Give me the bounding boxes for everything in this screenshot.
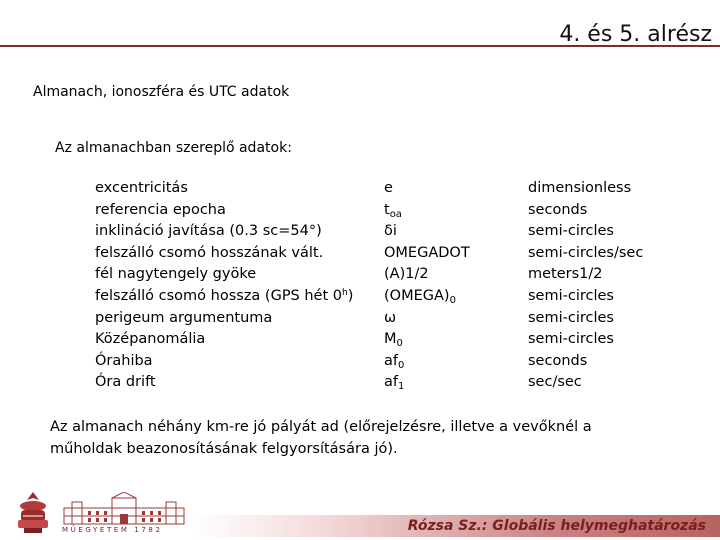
title-divider — [0, 45, 720, 47]
parameter-unit: seconds — [528, 201, 588, 218]
parameter-symbol: $t_{oa}$ — [384, 201, 402, 220]
parameter-symbol: δi — [384, 223, 397, 240]
institution-label: MŰEGYETEM 1782 — [62, 526, 163, 534]
parameter-unit: semi-circles/sec — [528, 244, 644, 261]
slide-title: 4. és 5. alrész — [559, 22, 712, 47]
university-crest-icon — [8, 490, 58, 536]
almanac-note: Az almanach néhány km-re jó pályát ad (előrejelzésre, illetve a vevőknél a műholdak beazonosításának felgyorsítására jó). — [50, 419, 592, 457]
parameter-name: felszálló csomó hosszának vált. — [95, 244, 324, 261]
parameter-unit: dimensionless — [528, 180, 632, 196]
parameter-name: felszálló csomó hossza (GPS hét 0$^h$) — [95, 287, 354, 304]
parameter-unit: semi-circles — [528, 287, 614, 304]
parameter-unit-column — [528, 178, 643, 394]
parameter-unit: seconds — [528, 352, 588, 369]
parameter-symbol: $af_1$ — [384, 374, 405, 393]
parameter-name: Órahiba — [95, 352, 153, 369]
parameter-symbol: (A)1/2 — [384, 266, 429, 283]
parameter-name: referencia epocha — [95, 201, 226, 218]
parameter-name: excentricitás — [95, 180, 188, 196]
parameter-unit: semi-circles — [528, 223, 614, 240]
parameter-name: fél nagytengely gyöke — [95, 266, 257, 283]
parameter-symbol: OMEGADOT — [384, 244, 470, 261]
parameter-unit: meters1/2 — [528, 266, 603, 283]
parameter-symbol: $M_0$ — [384, 331, 403, 350]
parameter-name: Óra drift — [95, 374, 156, 391]
intro-text: Az almanachban szereplő adatok: — [55, 140, 292, 156]
parameter-unit: semi-circles — [528, 331, 614, 348]
footer-credit: Rózsa Sz.: Globális helymeghatározás — [407, 518, 706, 534]
university-building-icon — [60, 492, 188, 526]
parameter-symbol: ω — [384, 309, 397, 326]
footer — [0, 490, 720, 540]
parameter-symbol: $(OMEGA)_0$ — [384, 287, 456, 306]
parameter-name: perigeum argumentuma — [95, 309, 273, 326]
parameter-symbol: e — [384, 180, 393, 196]
parameter-symbol: $af_0$ — [384, 352, 405, 371]
parameter-unit: sec/sec — [528, 374, 582, 391]
parameter-unit: semi-circles — [528, 309, 614, 326]
parameter-name-column — [95, 178, 353, 394]
parameter-name: inklináció javítása (0.3 sc=54°) — [95, 223, 322, 240]
parameter-symbol-column — [384, 178, 470, 394]
section-heading: Almanach, ionoszféra és UTC adatok — [33, 84, 290, 100]
parameter-name: Középanomália — [95, 331, 206, 348]
